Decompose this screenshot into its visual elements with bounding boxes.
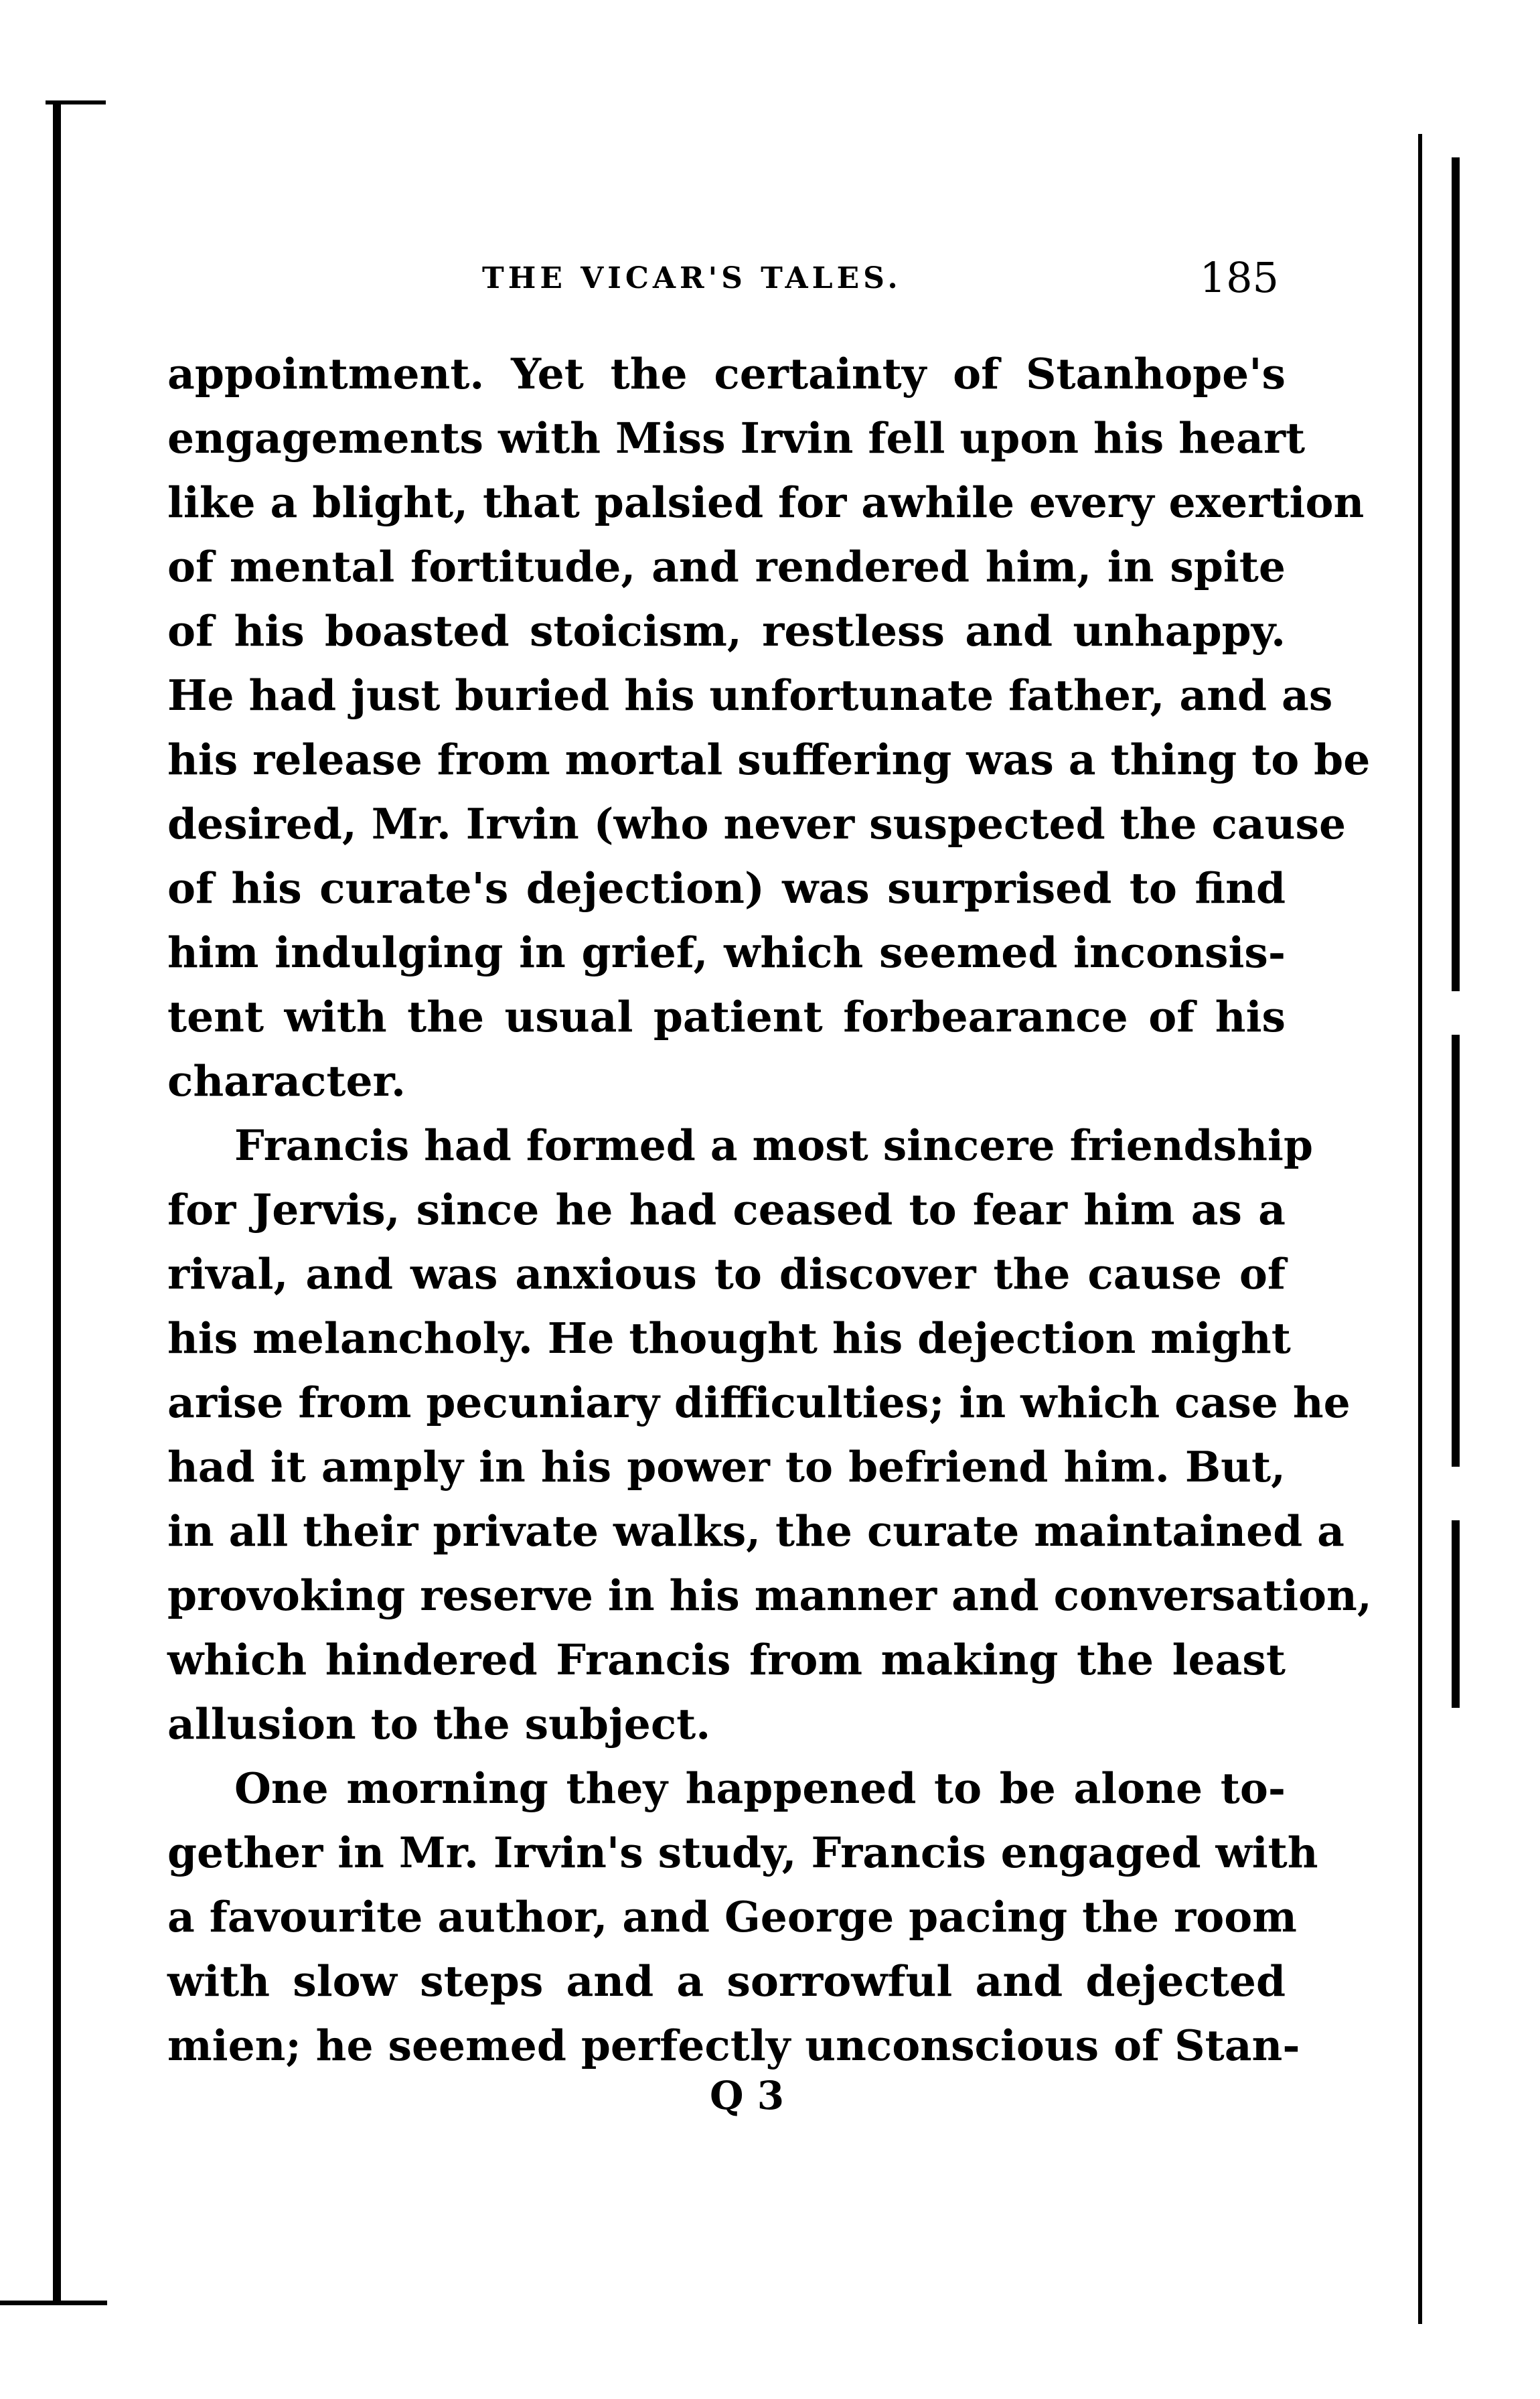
text-line: allusion to the subject. — [167, 1699, 711, 1749]
right-edge-bar-3 — [1452, 1520, 1460, 1708]
text-line: of his boasted stoicism, restless and unhappy. — [167, 606, 1286, 656]
text-line: a favourite author, and George pacing the room — [167, 1892, 1297, 1942]
text-line: mien; he seemed perfectly unconscious of Stan- — [167, 2021, 1300, 2070]
text-line: He had just buried his unfortunate father, and as — [167, 670, 1333, 720]
text-line: provoking reserve in his manner and conversation, — [167, 1571, 1372, 1620]
paragraph-start-line: Francis had formed a most sincere friendship — [234, 1120, 1313, 1170]
right-page-edge — [1418, 134, 1422, 2324]
left-margin-rule — [53, 100, 61, 2304]
signature-mark: Q 3 — [710, 2073, 785, 2118]
text-line: like a blight, that palsied for awhile every exertion — [167, 478, 1365, 527]
text-line: with slow steps and a sorrowful and dejected — [167, 1956, 1286, 2006]
text-line: him indulging in grief, which seemed inconsis- — [167, 928, 1286, 977]
text-line: tent with the usual patient forbearance of his — [167, 992, 1286, 1041]
text-line: of his curate's dejection) was surprised to find — [167, 863, 1286, 913]
text-line: his melancholy. He thought his dejection might — [167, 1313, 1291, 1363]
text-line: of mental fortitude, and rendered him, in spite — [167, 542, 1286, 591]
text-line: for Jervis, since he had ceased to fear him as a — [167, 1185, 1286, 1234]
text-line: which hindered Francis from making the least — [167, 1635, 1286, 1684]
page-number: 185 — [1199, 253, 1279, 302]
text-line: had it amply in his power to befriend him. But, — [167, 1442, 1286, 1492]
text-line: gether in Mr. Irvin's study, Francis engaged with — [167, 1828, 1318, 1877]
text-line: rival, and was anxious to discover the cause of — [167, 1249, 1286, 1299]
text-line: appointment. Yet the certainty of Stanhope's — [167, 349, 1286, 398]
text-line: arise from pecuniary difficulties; in which case he — [167, 1378, 1351, 1427]
body-text — [167, 342, 1372, 2078]
right-edge-bar-2 — [1452, 1035, 1460, 1467]
text-line: character. — [167, 1056, 406, 1106]
running-title: THE VICAR'S TALES. — [482, 261, 902, 295]
running-head — [167, 253, 1279, 307]
text-line: desired, Mr. Irvin (who never suspected the cause — [167, 799, 1346, 849]
text-line: engagements with Miss Irvin fell upon his heart — [167, 413, 1306, 463]
text-line: his release from mortal suffering was a thing to be — [167, 735, 1371, 784]
paragraph-start-line: One morning they happened to be alone to- — [234, 1763, 1286, 1813]
left-margin-rule-bottom — [0, 2301, 107, 2305]
right-edge-bar-1 — [1452, 157, 1460, 991]
text-line: in all their private walks, the curate maintained a — [167, 1506, 1345, 1556]
